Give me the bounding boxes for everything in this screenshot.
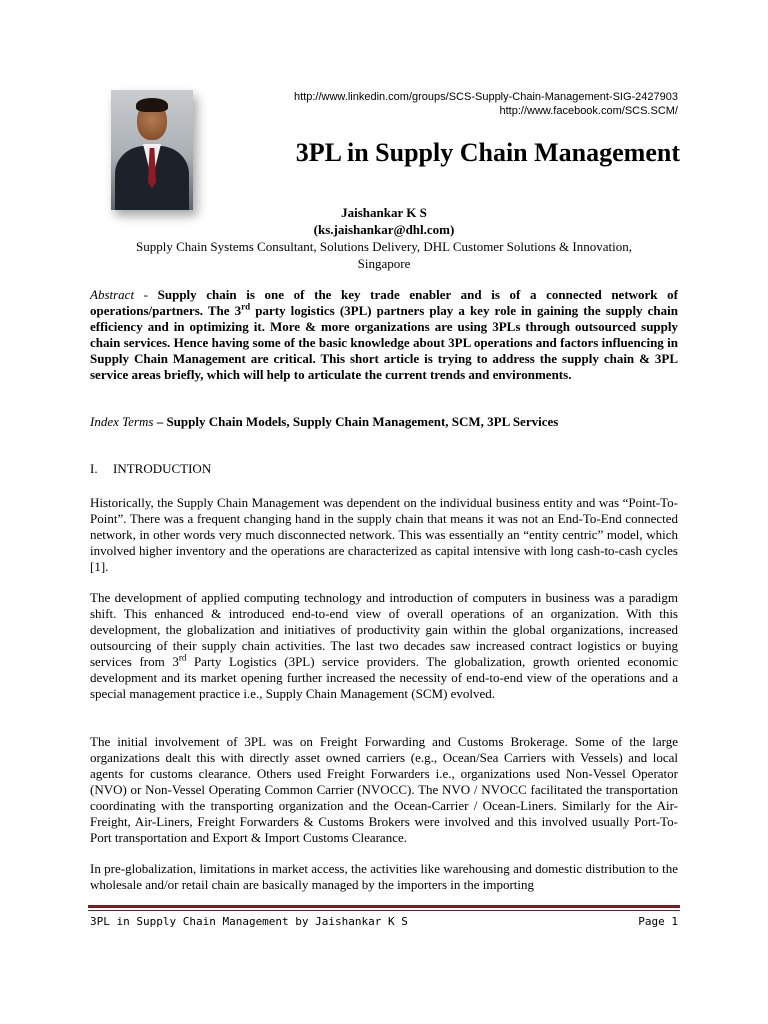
paragraph-1: Historically, the Supply Chain Management was dependent on the individual business entity and was “Point-To-Point”. There was a frequent changing hand in the supply chain that means it was not an End-To-End connected network, in other words very much disconnected network. This was essentially an “entity centric” model, which involved higher inventory and the operations are characterized as capital intensive with long cash-to-cash cycles [1].	[90, 495, 678, 574]
author-block	[90, 204, 678, 272]
paragraph-2-text-2: Party Logistics (3PL) service providers. The globalization, growth oriented economic development and its market opening further increased the necessity of end-to-end view of the operations and a special management practice i.e., Supply Chain Management (SCM) evolved.	[90, 654, 678, 701]
section-number: I.	[90, 461, 98, 476]
paragraph-2-text-1: The development of applied computing technology and introduction of computers in business was a paradigm shift. This enhanced & introduced end-to-end view of overall operations of an organization. With this development, the globalization and initiatives of productivity gain within the global organizations, increased outsourcing of their supply chain activities. The last two decades saw increased contract logistics or buying services from 3	[90, 590, 678, 669]
paragraph-2	[90, 590, 678, 702]
paragraph-4: In pre-globalization, limitations in market access, the activities like warehousing and domestic distribution to the wholesale and/or retail chain are basically managed by the importers in the importing	[90, 861, 678, 892]
footer-rule-thin	[88, 910, 680, 911]
page-title: 3PL in Supply Chain Management	[295, 138, 680, 167]
paragraph-2-sup: rd	[178, 652, 187, 663]
author-photo	[111, 90, 193, 210]
section-heading	[90, 461, 211, 477]
abstract	[90, 287, 678, 383]
abstract-text-1: Supply chain is one of the key trade enabler and is of a connected network of operations/partners. The 3	[90, 287, 678, 318]
photo-hair	[136, 98, 168, 112]
page-footer	[90, 915, 678, 928]
linkedin-link[interactable]: http://www.linkedin.com/groups/SCS-Supply-Chain-Management-SIG-2427903	[294, 91, 678, 103]
index-terms-separator: –	[153, 414, 167, 429]
author-email: (ks.jaishankar@dhl.com)	[313, 222, 455, 237]
header-links	[294, 90, 678, 118]
paragraph-3: The initial involvement of 3PL was on Freight Forwarding and Customs Brokerage. Some of the large organizations dealt this with directly asset owned carriers (e.g., Ocean/Sea Carriers with Vessels) and local agents for customs clearance. Others used Freight Forwarders i.e., organizations used Non-Vessel Operator (NVO) or Non-Vessel Operating Common Carrier (NVOCC). The NVO / NVOCC facilitated the transportation coordinating with the transporting organization and the Ocean-Carrier / Ocean-Liners. Similarly for the Air-Freight, Air-Liners, Freight Forwarders & Customs Brokers were involved and this involved usually Port-To-Port transportation and Export & Import Customs Clearance.	[90, 734, 678, 845]
facebook-link[interactable]: http://www.facebook.com/SCS.SCM/	[499, 105, 678, 117]
footer-rule	[88, 905, 680, 908]
page-number: Page 1	[638, 915, 678, 928]
abstract-label: Abstract	[90, 287, 135, 302]
footer-title: 3PL in Supply Chain Management by Jaishankar K S	[90, 915, 408, 928]
abstract-text-2: party logistics (3PL) partners play a key role in gaining the supply chain efficiency and in optimizing it. More & more organizations are using 3PLs through outsourced supply chain services. Hence having some of the basic knowledge about 3PL operations and factors influencing in Supply Chain Management are critical. This short article is trying to address the supply chain & 3PL service areas briefly, which will help to articulate the current trends and environments.	[90, 303, 678, 382]
index-terms	[90, 414, 678, 430]
author-name: Jaishankar K S	[341, 205, 427, 220]
index-terms-label: Index Terms	[90, 414, 154, 429]
section-title: INTRODUCTION	[113, 461, 212, 476]
index-terms-text: Supply Chain Models, Supply Chain Management, SCM, 3PL Services	[166, 414, 559, 429]
abstract-sup: rd	[241, 301, 251, 312]
author-affiliation: Supply Chain Systems Consultant, Solutions Delivery, DHL Customer Solutions & Innovation,	[136, 239, 632, 254]
author-location: Singapore	[357, 256, 411, 271]
abstract-separator: -	[134, 287, 158, 302]
